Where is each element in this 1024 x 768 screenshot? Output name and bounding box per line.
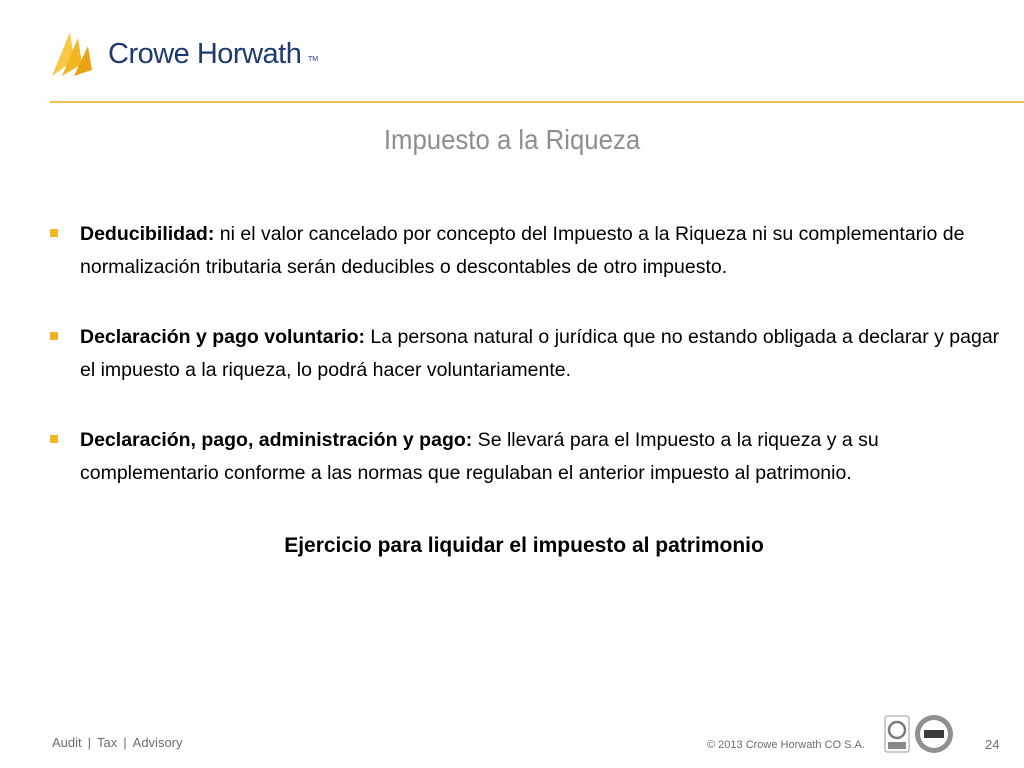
exercise-heading: Ejercicio para liquidar el impuesto al patrimonio: [284, 534, 764, 557]
page-number: 24: [985, 737, 1000, 752]
bullet-term: Declaración y pago voluntario:: [80, 326, 365, 348]
bullet-term: Deducibilidad:: [80, 223, 215, 245]
bullet-term: Declaración, pago, administración y pago:: [80, 429, 473, 451]
footer-copyright: © 2013 Crowe Horwath CO S.A.: [707, 739, 865, 751]
footer-service-tax: Tax: [97, 735, 118, 750]
bullet-item: [50, 424, 1010, 490]
bullet-text: La persona natural o jurídica que no estando obligada a declarar y pagar el impuesto a la riqueza, lo podrá hacer voluntariamente.: [80, 326, 1000, 381]
square-bullet-icon: [50, 332, 58, 340]
footer-separator: |: [87, 735, 92, 750]
footer-service-advisory: Advisory: [132, 735, 183, 750]
crowe-horwath-logo: [50, 30, 330, 80]
bullet-text: Se llevará para el Impuesto a la riqueza y a su complementario conforme a las normas que regulaban el anterior impuesto al patrimonio.: [80, 429, 879, 484]
certification-seals-icon: [884, 712, 954, 756]
bullet-text: ni el valor cancelado por concepto del Impuesto a la Riqueza ni su complementario de normalización tributaria serán deducibles o descontables de otro impuesto.: [80, 223, 965, 278]
slide-title: Impuesto a la Riqueza: [383, 124, 641, 155]
bullet-list: [50, 218, 1010, 527]
logo-trademark: TM: [308, 56, 319, 63]
bullet-item: [50, 218, 1010, 284]
footer-service-audit: Audit: [52, 735, 82, 750]
logo-text: Crowe Horwath: [108, 38, 302, 70]
footer-separator: |: [123, 735, 127, 750]
bullet-item: [50, 321, 1010, 387]
header-divider: [50, 101, 1024, 103]
square-bullet-icon: [50, 435, 58, 443]
footer-services: [52, 735, 183, 750]
square-bullet-icon: [50, 229, 58, 237]
crowe-horwath-crown-icon: [50, 30, 102, 78]
